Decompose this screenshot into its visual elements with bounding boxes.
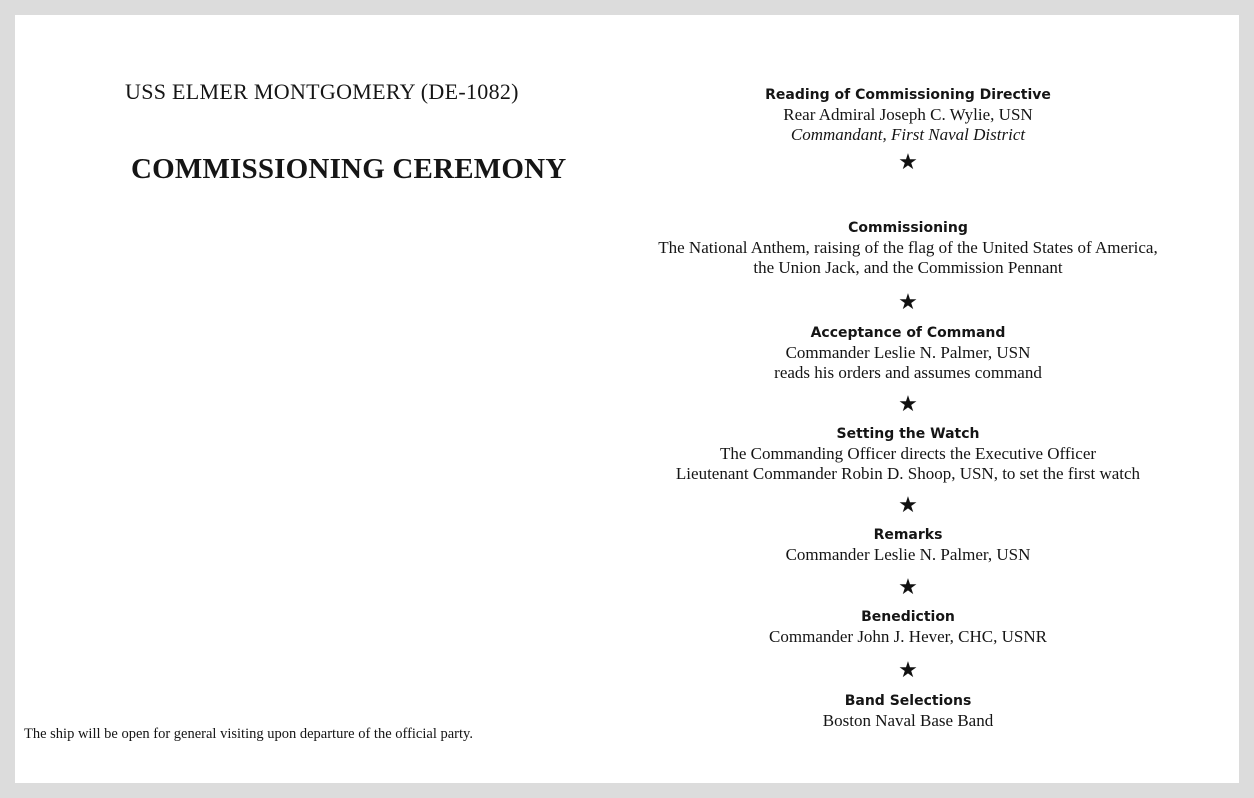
program-item-heading: Reading of Commissioning Directive (765, 87, 1051, 103)
document-title: COMMISSIONING CEREMONY (131, 153, 567, 185)
program-item-line: Lieutenant Commander Robin D. Shoop, USN, to set the first watch (675, 464, 1141, 483)
star-icon: ★ (898, 575, 918, 600)
program-item-line: the Union Jack, and the Commission Pennant (753, 258, 1063, 277)
program-item-benediction (607, 607, 1209, 647)
ship-name: USS ELMER MONTGOMERY (DE-1082) (125, 79, 519, 104)
star-icon: ★ (898, 493, 918, 518)
program-item-heading: Benediction (861, 609, 955, 625)
star-icon: ★ (898, 290, 918, 315)
star-icon: ★ (898, 150, 918, 175)
program-item-line: The Commanding Officer directs the Executive Officer (719, 444, 1097, 463)
program-item-heading: Band Selections (844, 693, 972, 709)
program-item-heading: Remarks (873, 527, 943, 543)
star-icon: ★ (898, 658, 918, 683)
program-item-heading: Commissioning (848, 220, 968, 236)
program-item-line: Commander John J. Hever, CHC, USNR (769, 627, 1047, 646)
program-item-band-selections (607, 691, 1209, 731)
program-item-remarks (607, 525, 1209, 565)
program-item-line: Rear Admiral Joseph C. Wylie, USN (783, 105, 1033, 124)
program-item-reading-directive (607, 85, 1209, 145)
program-item-setting-the-watch (607, 424, 1209, 484)
program-item-line: Commander Leslie N. Palmer, USN (785, 545, 1031, 564)
program-item-line-italic: Commandant, First Naval District (790, 125, 1026, 144)
program-item-commissioning (607, 218, 1209, 278)
program-item-line: reads his orders and assumes command (774, 363, 1042, 382)
program-item-acceptance-of-command (607, 323, 1209, 383)
program-item-heading: Acceptance of Command (810, 325, 1006, 341)
program-item-line: Commander Leslie N. Palmer, USN (785, 343, 1031, 362)
program-item-heading: Setting the Watch (836, 426, 980, 442)
footer-note: The ship will be open for general visiting upon departure of the official party. (24, 726, 473, 742)
program-item-line: The National Anthem, raising of the flag of the United States of America, (658, 238, 1158, 257)
program-item-line: Boston Naval Base Band (822, 711, 994, 730)
program-sheet (15, 15, 1239, 783)
star-icon: ★ (898, 392, 918, 417)
